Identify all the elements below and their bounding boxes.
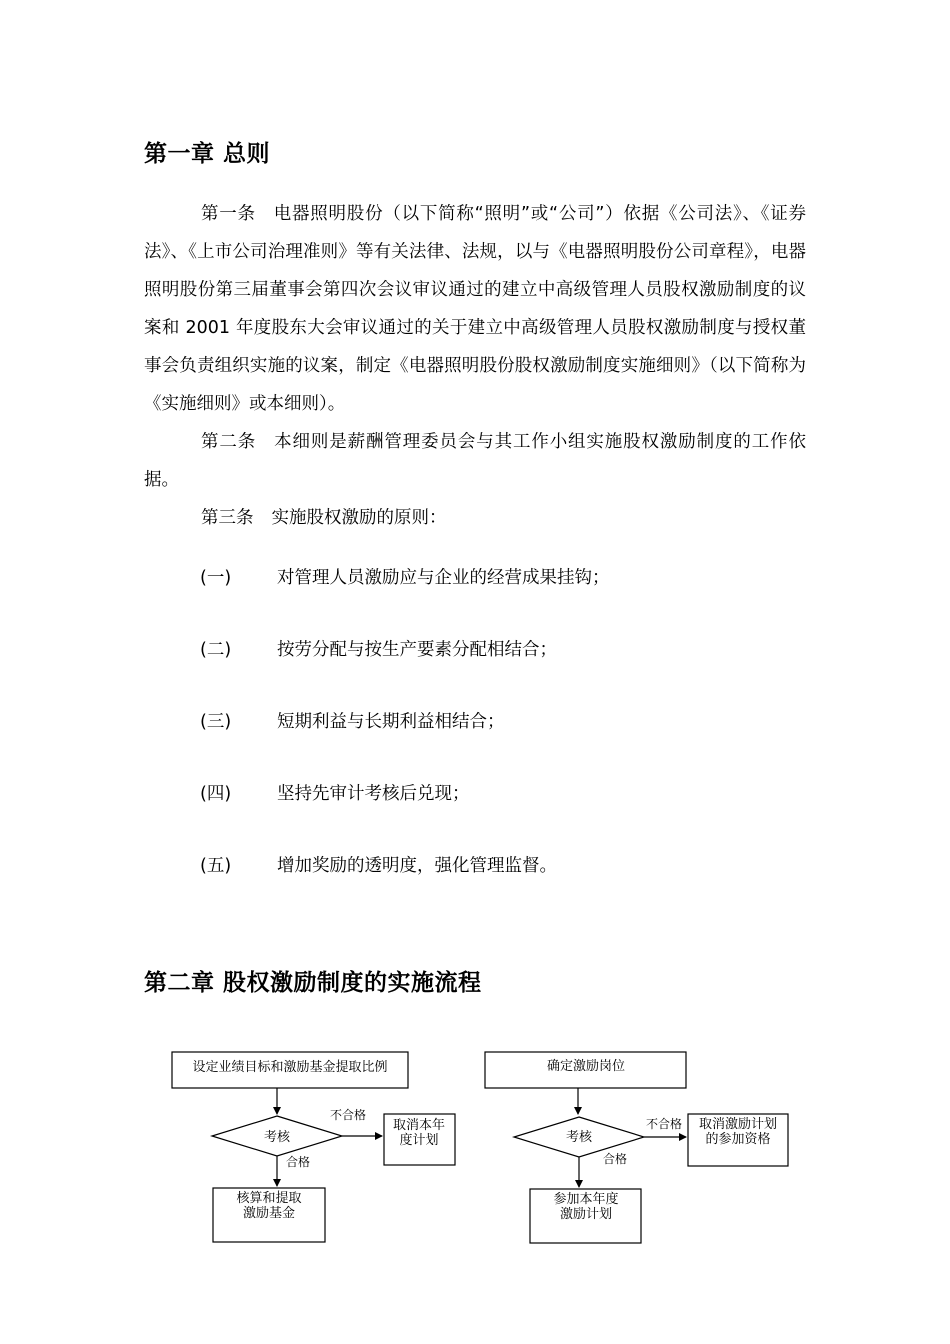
principle-2-num: (二) [200, 640, 232, 660]
chapter-2-title: 第二章 股权激励制度的实施流程 [144, 970, 482, 996]
article-2-label: 第二条 [201, 432, 257, 452]
article-2-text: 本细则是薪酬管理委员会与其工作小组实施股权激励制度的工作依据。 [144, 432, 807, 490]
left-pass-label: 合格 [285, 1155, 311, 1169]
right-start-label: 确定激励岗位 [546, 1059, 626, 1074]
right-pass-label: 合格 [602, 1152, 628, 1166]
left-fail-result-line2: 度计划 [399, 1133, 439, 1148]
left-pass-result-line2: 激励基金 [242, 1206, 296, 1221]
principle-2-text: 按劳分配与按生产要素分配相结合； [277, 640, 557, 660]
article-3-label: 第三条 [201, 508, 254, 528]
principle-1-num: (一) [200, 568, 232, 588]
principle-3-text: 短期利益与长期利益相结合； [277, 712, 505, 732]
article-1-label: 第一条 [201, 204, 256, 224]
principle-3-num: (三) [200, 712, 232, 732]
right-fail-result-line1: 取消激励计划 [698, 1117, 778, 1132]
right-decision-label: 考核 [565, 1130, 593, 1145]
right-fail-result-line2: 的参加资格 [705, 1132, 771, 1147]
principle-1-text: 对管理人员激励应与企业的经营成果挂钩； [277, 568, 610, 588]
flowchart-right [485, 1052, 788, 1243]
principle-5-text: 增加奖励的透明度，强化管理监督。 [277, 856, 557, 876]
left-fail-result-line1: 取消本年 [392, 1118, 446, 1133]
left-start-label: 设定业绩目标和激励基金提取比例 [192, 1060, 388, 1075]
left-pass-result-line1: 核算和提取 [236, 1191, 302, 1206]
left-decision-label: 考核 [263, 1130, 291, 1145]
right-fail-label: 不合格 [645, 1117, 683, 1131]
right-pass-result-line2: 激励计划 [559, 1207, 613, 1222]
principle-4-num: (四) [200, 784, 232, 804]
article-1-text: 电器照明股份（以下简称“照明”或“公司”）依据《公司法》、《证券法》、《上市公司治理准则》等有关法律、法规，以与《电器照明股份公司章程》，电器照明股份第三届董事会第四次会议审议通过的建立中高级管理人员股权激励制度的议案和 2001 年度股东大会审议通过的关于建立中高级管理人员股权激励制度与授权董事会负责组织实施的议案，制定《电器照明股份股权激励制度实施细则》（以下简称为《实施细则》或本细则）。 [144, 204, 807, 414]
chapter-1-title: 第一章 总则 [144, 141, 271, 167]
left-fail-label: 不合格 [329, 1108, 367, 1122]
right-pass-result-line1: 参加本年度 [553, 1192, 619, 1207]
principle-5-num: (五) [200, 856, 232, 876]
principle-4-text: 坚持先审计考核后兑现； [277, 784, 470, 804]
article-3-text: 实施股权激励的原则： [271, 508, 447, 528]
